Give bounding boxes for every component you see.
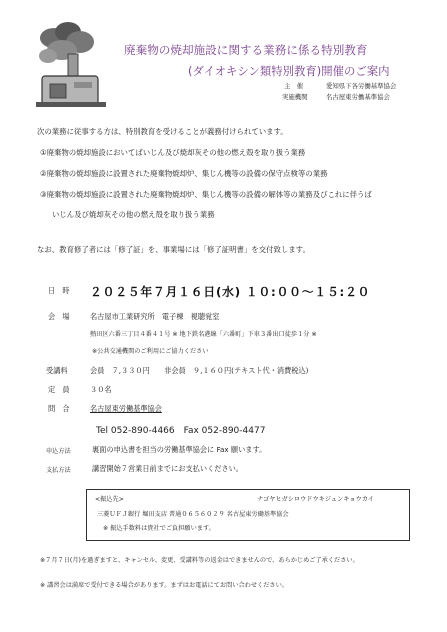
intro-item-3: ③廃棄物の焼却施設に設置された廃棄物焼却炉、集じん機等の設備の解体等の業務及びこれに伴うば (40, 190, 372, 199)
incinerator-smoke-icon (28, 18, 116, 110)
capacity-value: ３０名 (90, 385, 112, 394)
payment-value: 講習開始７営業日前までにお支払いください。 (92, 464, 243, 473)
organizer-value: 名古屋東労働基準協会 (326, 93, 390, 101)
sponsor-label: 主 催 (284, 82, 304, 90)
bank-transfer-box (86, 489, 410, 541)
intro-item-3-cont: いじん及び焼却灰その他の燃え殻を取り扱う業務 (52, 210, 215, 219)
contact-phone-fax: Tel 052-890-4466 Fax 052-890-4477 (96, 426, 266, 436)
venue-name: 名古屋市工業研究所 電子棟 視聴覚室 (90, 312, 220, 321)
sponsor-value: 愛知県下各労働基準協会 (326, 82, 397, 90)
intro-item-1: ①廃棄物の焼却施設においてばいじん及び焼却灰その他の燃え殻を取り扱う業務 (40, 148, 306, 157)
certificate-note: なお、教育修了者には「修了証」を、事業場には「修了証明書」を交付致します。 (37, 245, 310, 254)
footnote-full: ※ 講習会は満席で受付できる場合があります。まずはお電話にてお問い合わせください。 (40, 582, 288, 589)
fee-value: 会員 ７,３３０円 非会員 ９,１６０円(テキスト代・消費税込) (90, 366, 309, 375)
apply-value: 裏面の申込書を担当の労働基準協会に Fax 願います。 (92, 445, 267, 454)
apply-label: 申込方法 (46, 448, 71, 455)
organizer-label: 実施機関 (282, 93, 308, 101)
footnote-cancellation: ※７月７日(月)を過ぎますと、キャンセル、変更、受講料等の返金はできませんので、あらかじめご了承ください。 (40, 557, 359, 564)
venue-label: 会 場 (48, 312, 70, 321)
intro-lead: 次の業務に従事する方は、特別教育を受けることが義務付けられています。 (37, 127, 288, 136)
page-subtitle: (ダイオキシン類特別教育)開催のご案内 (188, 64, 390, 78)
contact-value: 名古屋東労働基準協会 (90, 404, 162, 413)
capacity-label: 定 員 (48, 385, 70, 394)
payment-label: 支払方法 (46, 467, 71, 474)
venue-note: ※公共交通機関のご利用にご協力ください (92, 348, 209, 355)
bank-box-header: <振込先> (95, 496, 124, 503)
intro-item-2: ②廃棄物の焼却施設に設置された廃棄物焼却炉、集じん機等の設備の保守点検等の業務 (40, 169, 328, 178)
contact-label: 問 合 (48, 404, 70, 413)
fee-label: 受講料 (46, 366, 68, 375)
page-title: 廃棄物の焼却施設に関する業務に係る特別教育 (124, 43, 368, 57)
date-label: 日 時 (48, 286, 70, 295)
bank-account: 三菱ＵＦＪ銀行 堀田支店 普通０６５６０２９ 名古屋東労働基準協会 (97, 511, 289, 518)
bank-fee-note: ※ 振込手数料は貴社でご負担願います。 (103, 525, 215, 532)
venue-address: 熱田区六番三丁目４番４１号 ※ 地下鉄名港線「六番町」下車３番出口徒歩１分 ※ (90, 331, 317, 338)
date-value: ２０２５年７月１６日(水) １０:００〜１５:２０ (90, 285, 371, 299)
bank-account-kana: ナゴヤヒガシロウドウキジュンキョウカイ (257, 496, 374, 503)
